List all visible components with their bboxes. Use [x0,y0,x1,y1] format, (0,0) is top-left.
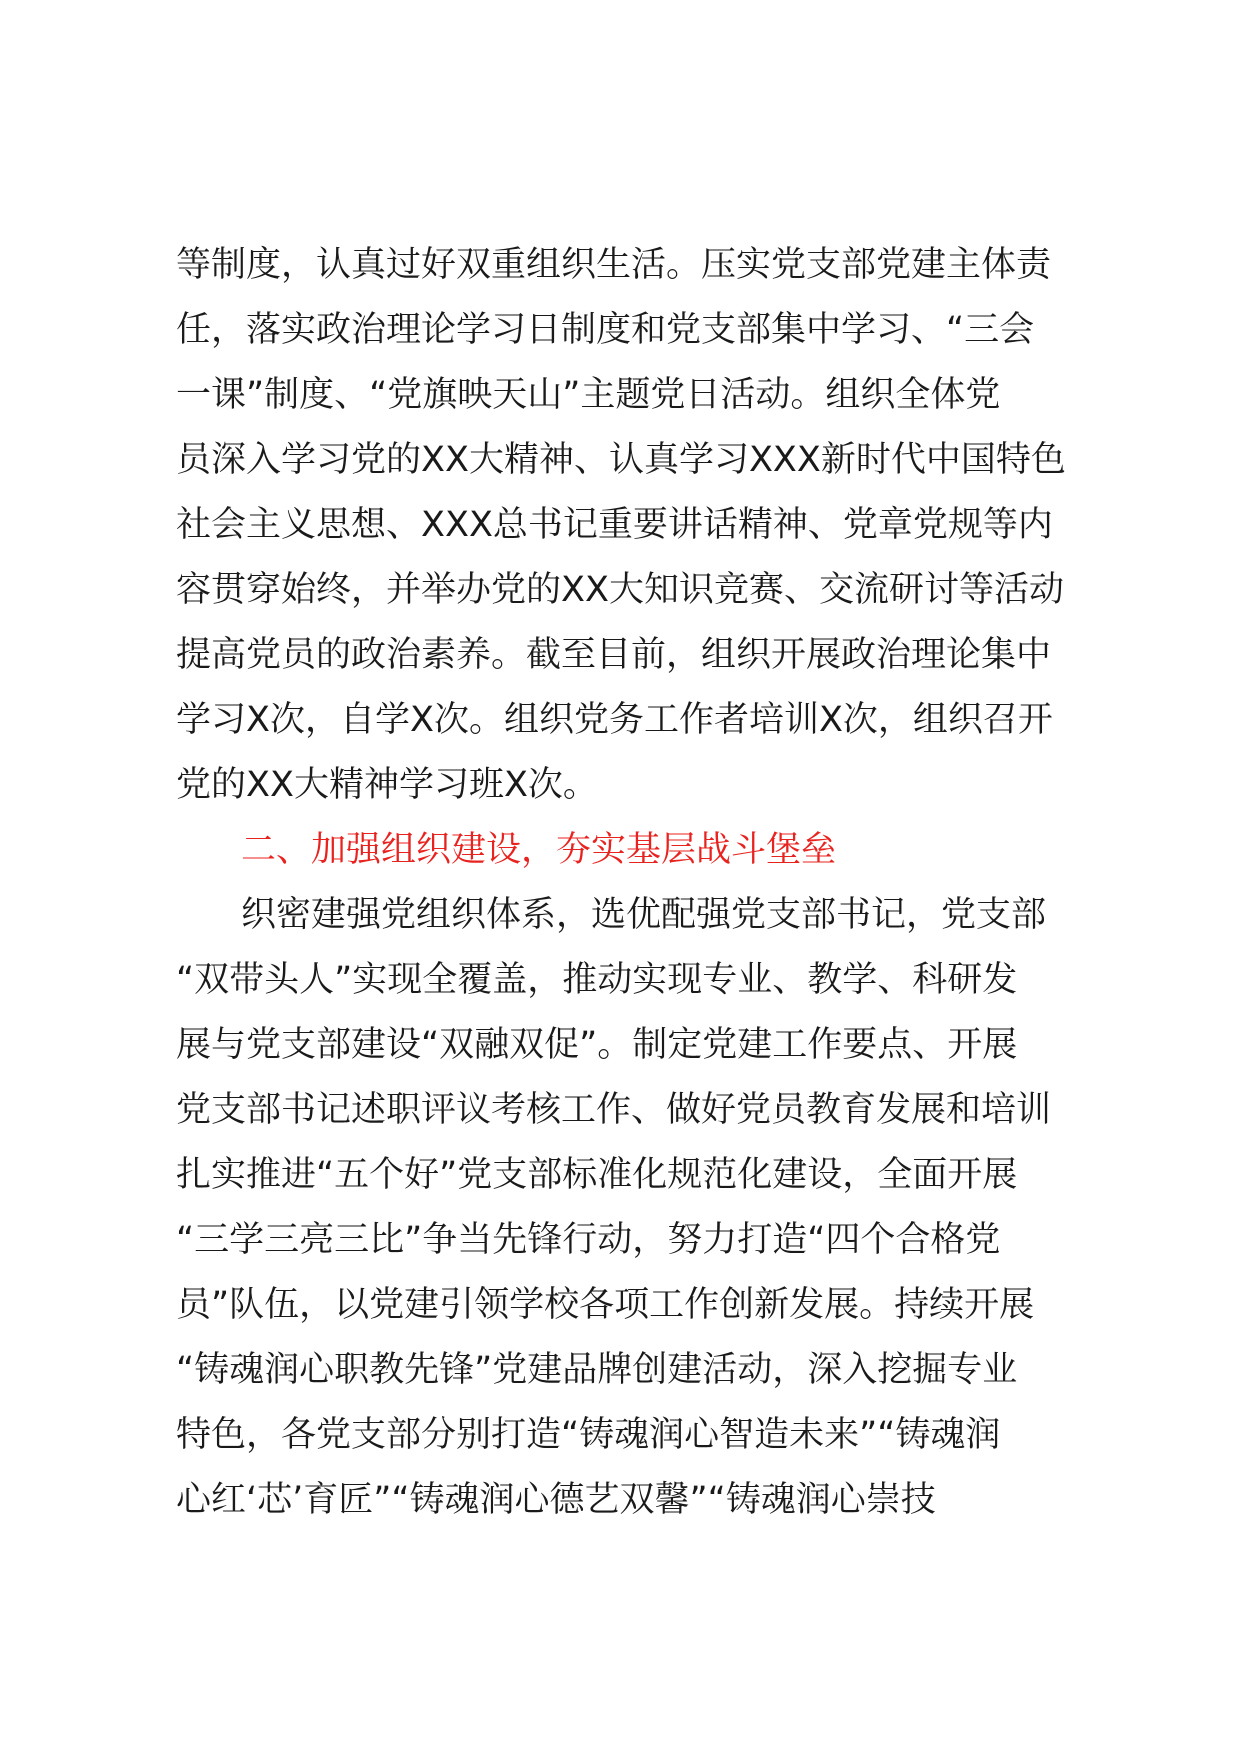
paragraph-line: 党的XX大精神学习班X次。 [176,765,598,805]
document-body [176,233,1096,1533]
paragraph-line: “双带头人”实现全覆盖，推动实现专业、教学、科研发 [176,960,1018,1000]
paragraph-line: 学习X次，自学X次。组织党务工作者培训X次，组织召开 [176,700,1053,740]
paragraph-line: 员深入学习党的XX大精神、认真学习XXX新时代中国特色 [176,440,1066,480]
paragraph-line: 等制度，认真过好双重组织生活。压实党支部党建主体责 [176,245,1052,285]
section-heading: 二、加强组织建设，夯实基层战斗堡垒 [241,830,837,870]
paragraph-line: 扎实推进“五个好”党支部标准化规范化建设，全面开展 [176,1155,1018,1195]
paragraph-line: 容贯穿始终，并举办党的XX大知识竞赛、交流研讨等活动 [176,570,1064,610]
paragraph-1 [176,233,1096,818]
paragraph-line: 心红‘芯’育匠”“铸魂润心德艺双馨”“铸魂润心崇技 [176,1480,936,1520]
paragraph-line: 特色，各党支部分别打造“铸魂润心智造未来”“铸魂润 [176,1415,1001,1455]
paragraph-line: “铸魂润心职教先锋”党建品牌创建活动，深入挖掘专业 [176,1350,1018,1390]
paragraph-2 [176,883,1096,1533]
paragraph-line: 提高党员的政治素养。截至目前，组织开展政治理论集中 [176,635,1052,675]
paragraph-line: “三学三亮三比”争当先锋行动，努力打造“四个合格党 [176,1220,1001,1260]
paragraph-line: 党支部书记述职评议考核工作、做好党员教育发展和培训 [176,1090,1052,1130]
paragraph-line: 社会主义思想、XXX总书记重要讲话精神、党章党规等内 [176,505,1053,545]
paragraph-line: 一课”制度、“党旗映天山”主题党日活动。组织全体党 [176,375,1001,415]
paragraph-line: 织密建强党组织体系，选优配强党支部书记，党支部 [241,895,1047,935]
paragraph-line: 员”队伍，以党建引领学校各项工作创新发展。持续开展 [176,1285,1035,1325]
paragraph-line: 展与党支部建设“双融双促”。制定党建工作要点、开展 [176,1025,1018,1065]
paragraph-line: 任，落实政治理论学习日制度和党支部集中学习、“三会 [176,310,1035,350]
